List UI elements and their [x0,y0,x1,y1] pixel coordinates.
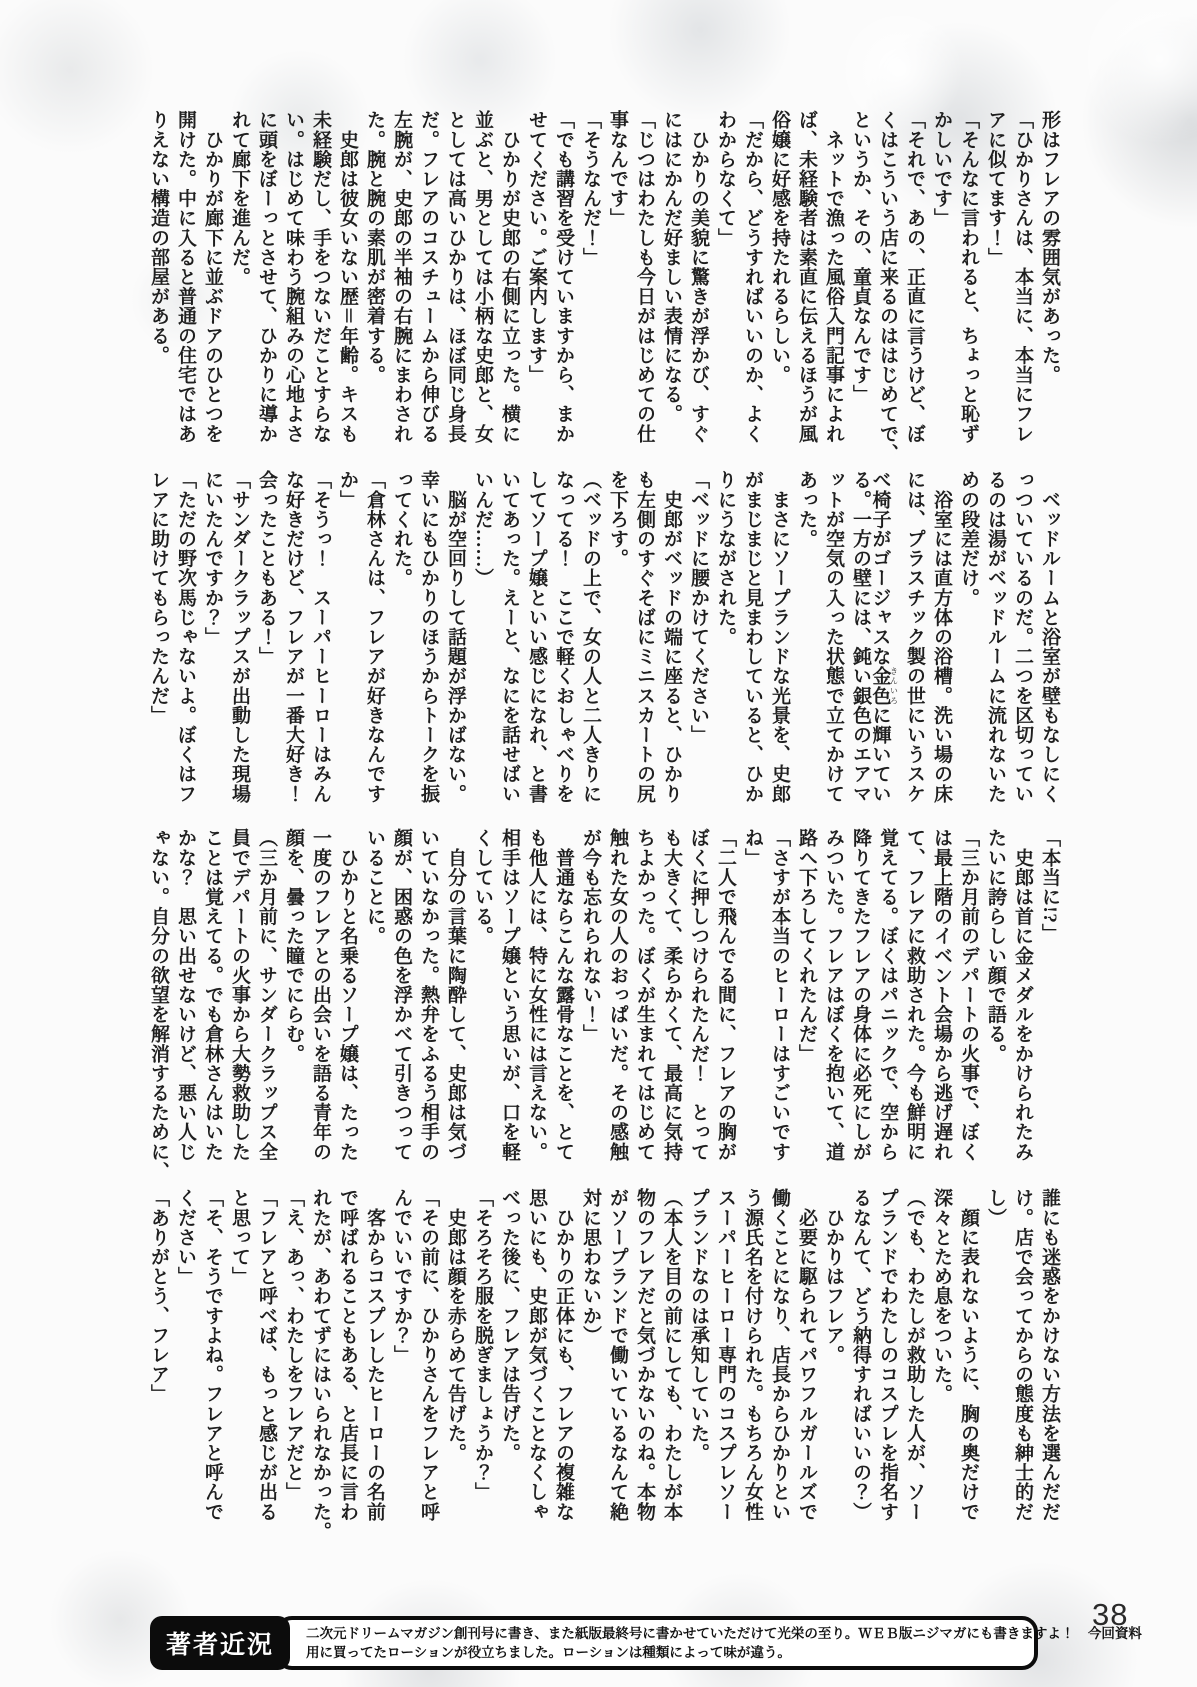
page-number: 38 [1092,1597,1129,1632]
text-column: なってる！ ここで軽くおしゃべりを [553,470,574,804]
text-column: かしいです」 [931,110,952,228]
text-column: スーパーヒーロー専門のコスプレソー [715,1188,736,1522]
text-column: 覚えてる。ぼくはパニックで、空から [877,828,898,1162]
text-column: あった。 [796,470,817,549]
text-column: れて廊下を進んだ。 [229,110,250,287]
author-note-line-1: 二次元ドリームマガジン創刊号に書き、また紙版最終号に書かせていただけて光栄の至り。ＷＥＢ版ニジマガにも書きますよ！ 今回資料 [306,1626,1142,1641]
text-column: いてあった。えーと、なにを話せばい [499,470,520,804]
text-column: 員でデパートの火事から大勢救助した [229,828,250,1162]
text-column: には、プラスチック製の世にいうスケ [904,470,925,804]
text-column: くはこういう店に来るのははじめてで、 [877,110,898,463]
text-band-1 [138,110,1060,466]
text-column: 史郎がベッドの端に座ると、ひかり [661,470,682,804]
text-column: で呼ばれることもある、と店長に言わ [337,1188,358,1522]
text-column: りえない構造の部屋がある。 [148,110,169,365]
text-column: を下ろす。 [607,470,628,568]
text-column: 「三か月前のデパートの火事で、ぼく [958,828,979,1162]
text-column: 「そ、そうですよね。フレアと呼んで [202,1188,223,1522]
author-note-line-2: 用に買ってたローションが役立ちました。ローションは種類によって味が違う。 [306,1645,791,1660]
text-column: 会ったこともある！」 [256,470,277,666]
text-column: 路へ下ろしてくれたんだ」 [796,828,817,1064]
text-column: 「ただの野次馬じゃないよ。ぼくはフ [175,470,196,804]
text-column: 「そうっ！ スーパーヒーローはみん [310,470,331,804]
text-column: 「でも講習を受けていますから、まか [553,110,574,444]
text-column: な好きだけど、フレアが一番大好き！ [283,470,304,804]
text-column: 降りてきたフレアの身体に必死にしが [850,828,871,1162]
text-column: 物のフレアだと気づかないのね。本物 [634,1188,655,1522]
text-column: にはにかんだ好ましい表情になる。 [661,110,682,424]
text-column: け。店で会ってからの態度も紳士的だ [1012,1188,1033,1522]
text-column: 自分の言葉に陶酔して、史郎は気づ [445,828,466,1162]
text-column: アに似てます！」 [985,110,1006,267]
text-column: 顔に表れないように、胸の奥だけで [958,1188,979,1522]
text-column: 「それで、あの、正直に言うけど、ぼ [904,110,925,444]
author-note [150,1616,1142,1670]
text-column: ちよかった。ぼくが生まれてはじめて [634,828,655,1162]
text-column: ひかりはフレア。 [823,1188,844,1365]
text-column: 顔を、曇った瞳でにらむ。 [283,828,304,1064]
text-column: ください」 [175,1188,196,1286]
text-column: 「フレアと呼べば、もっと感じが出る [256,1188,277,1522]
text-column: わからなくて」 [715,110,736,248]
text-column: 対に思わないか） [580,1188,601,1345]
text-column: してソープ嬢といい感じになれ、と書 [526,470,547,804]
text-column: ってくれた。 [391,470,412,588]
text-column: 「そうなんだ！」 [580,110,601,267]
text-band-2 [138,470,1060,826]
text-column: いることに。 [364,828,385,946]
text-column: か」 [337,470,358,510]
text-column: 史郎は顔を赤らめて告げた。 [445,1188,466,1463]
text-column: ひかりが史郎の右側に立った。横に [499,110,520,444]
text-column: 「さすが本当のヒーローはすごいです [769,828,790,1162]
text-column: 思いにも、史郎が気づくことなくしゃ [526,1188,547,1522]
text-column: （ベッドの上で、女の人と二人きりに [580,470,601,804]
text-column: は最上階のイベント会場から逃げ遅れ [931,828,952,1162]
text-column: めの段差だけ。 [958,470,979,608]
text-column: くしている。 [472,828,493,946]
text-column: て、フレアに救助された。今も鮮明に [904,828,925,1162]
text-column: ね」 [742,828,763,868]
text-column: う源氏名を付けられた。もちろん女性 [742,1188,763,1522]
text-column: べ椅子がゴージャスな金色 きんいろに輝いてい [869,470,899,804]
author-note-label: 著者近況 [150,1616,290,1670]
text-column: 事なんです」 [607,110,628,228]
text-column: （三か月前に、サンダークラップス全 [256,828,277,1162]
text-column: ひかりと名乗るソープ嬢は、たった [337,828,358,1162]
text-column: べった後に、フレアは告げた。 [499,1188,520,1463]
text-column: 浴室には直方体の浴槽。洗い場の床 [931,470,952,804]
text-column: 顔が、困惑の色を浮かべて引きつって [391,828,412,1162]
text-column: 史郎は首に金メダルをかけられたみ [1012,828,1033,1162]
text-column: ットが空気の入った状態で立てかけて [823,470,844,804]
text-column: いていなかった。熱弁をふるう相手の [418,828,439,1162]
text-column: 「ベッドに腰かけてください」 [688,470,709,745]
text-column: 触れた女の人のおっぱいだ。その感触 [607,828,628,1162]
text-column: ぼくに押しつけられたんだ！ とって [688,828,709,1162]
text-column: んでいいですか？」 [391,1188,412,1365]
text-column: 誰にも迷惑をかけない方法を選んだだ [1039,1188,1060,1522]
text-column: れたが、あわてずにはいられなかった。 [310,1188,331,1541]
text-column: 「サンダークラップスが出動した現場 [229,470,250,804]
text-column: せてください。ご案内します」 [526,110,547,385]
text-column: がまじまじと見まわしていると、ひか [742,470,763,804]
text-column: （本人を目の前にしても、わたしが本 [661,1188,682,1522]
text-column: りにうながされた。 [715,470,736,647]
text-column: 必要に駆られてパワフルガールズで [796,1188,817,1522]
text-column: に頭をぼーっとさせて、ひかりに導か [256,110,277,444]
text-column: 「二人で飛んでる間に、フレアの胸が [715,828,736,1162]
text-column: 「じつはわたしも今日がはじめての仕 [634,110,655,444]
text-column: プランドでわたしのコスプレを指名す [877,1188,898,1522]
text-column: 左腕が、史郎の半袖の右腕にまわされ [391,110,412,444]
text-band-3 [138,828,1060,1184]
text-column: 「ありがとう、フレア」 [148,1188,169,1404]
text-column: も他人には、特に女性には言えない。 [526,828,547,1162]
text-column: も左側のすぐそばにミニスカートの尻 [634,470,655,804]
text-column: 「そろそろ服を脱ぎましょうか？」 [472,1188,493,1502]
text-column: 「ひかりさんは、本当に、本当にフレ [1012,110,1033,444]
text-column: 未経験だし、手をつないだことすらな [310,110,331,444]
text-column: 深々とため息をついた。 [931,1188,952,1404]
text-column: レアに助けてもらったんだ」 [148,470,169,725]
text-column: 開けた。中に入ると普通の住宅ではあ [175,110,196,444]
text-column: い。はじめて味わう腕組みの心地よさ [283,110,304,444]
text-column: 「本当に!?」 [1039,828,1060,944]
text-column: 脳が空回りして話題が浮かばない。 [445,470,466,804]
text-column: いんだ……） [472,470,493,588]
text-column: るのは湯がベッドルームに流れないた [985,470,1006,804]
text-column: た。腕と腕の素肌が密着する。 [364,110,385,385]
text-column: としては高いひかりは、ほぼ同じ身長 [445,110,466,444]
text-column: ベッドルームと浴室が壁もなしにく [1039,470,1060,804]
text-column: ひかりの正体にも、フレアの複雑な [553,1188,574,1522]
text-column: る。一方の壁には、鈍い銀色のエアマ [850,470,871,804]
text-column: るなんて、どう納得すればいいの？） [850,1188,871,1522]
text-column: も大きくて、柔らかくて、最高に気持 [661,828,682,1162]
text-column: 相手はソープ嬢という思いが、口を軽 [499,828,520,1162]
author-note-body [276,1616,1142,1670]
text-column: 「倉林さんは、フレアが好きなんです [364,470,385,804]
text-column: ことは覚えてる。でも倉林さんはいた [202,828,223,1162]
text-column: 客からコスプレしたヒーローの名前 [364,1188,385,1522]
text-column: 「その前に、ひかりさんをフレアと呼 [418,1188,439,1522]
text-column: 「え、あっ、わたしをフレアだと」 [283,1188,304,1502]
text-column: 働くことになり、店長からひかりとい [769,1188,790,1522]
text-column: がソープランドで働いているなんて絶 [607,1188,628,1522]
text-column: ゃない。自分の欲望を解消するために、 [148,828,169,1181]
text-column: 並ぶと、男としては小柄な史郎と、女 [472,110,493,444]
text-column: 「そんなに言われると、ちょっと恥ず [958,110,979,444]
text-column: ひかりが廊下に並ぶドアのひとつを [202,110,223,444]
text-column: 形はフレアの雰囲気があった。 [1039,110,1060,385]
text-column: にいたんですか？」 [202,470,223,647]
text-band-4 [138,1188,1060,1544]
text-column: し） [985,1188,1006,1228]
text-column: 俗嬢に好感を持たれるらしい。 [769,110,790,385]
text-column: だ。フレアのコスチュームから伸びる [418,110,439,444]
text-column: ひかりの美貌に驚きが浮かび、すぐ [688,110,709,444]
text-column: たいに誇らしい顔で語る。 [985,828,1006,1064]
text-column: っついているのだ。二つを区切ってい [1012,470,1033,804]
text-column: ネットで漁った風俗入門記事によれ [823,110,844,444]
text-column: と思って」 [229,1188,250,1286]
text-column: プランドなのは承知していた。 [688,1188,709,1463]
text-column: が今も忘れられない！」 [580,828,601,1044]
text-column: 普通ならこんな露骨なことを、とて [553,828,574,1162]
text-column: 幸いにもひかりのほうからトークを振 [418,470,439,804]
text-column: みついた。フレアはぼくを抱いて、道 [823,828,844,1162]
text-column: というか、その、童貞なんです」 [850,110,871,404]
text-column: 「だから、どうすればいいのか、よく [742,110,763,444]
text-column: まさにソープランドな光景を、史郎 [769,470,790,804]
text-column: かな？ 思い出せないけど、悪い人じ [175,828,196,1162]
text-column: 史郎は彼女いない歴＝年齢。キスも [337,110,358,444]
text-column: （でも、わたしが救助した人が、ソー [904,1188,925,1522]
text-column: 一度のフレアとの出会いを語る青年の [310,828,331,1162]
text-column: ば、未経験者は素直に伝えるほうが風 [796,110,817,444]
